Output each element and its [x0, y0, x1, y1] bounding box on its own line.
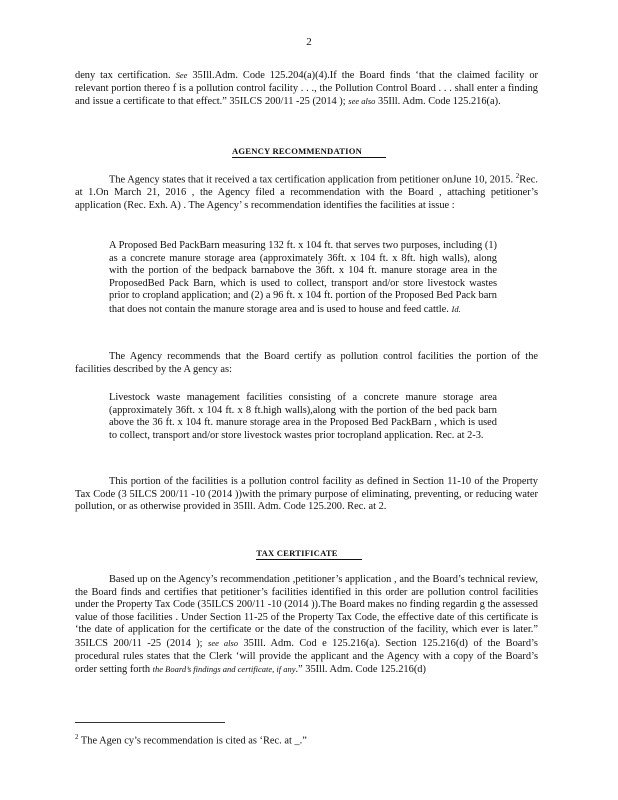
board-finds-italic-quote: the Board’s findings and certificate, if any: [152, 664, 296, 675]
agency-states-text-b: Rec. at 1.On March 21, 2016 , the Agency filed a recommendation with the Board , attaching petitioner’s application (Rec. Exh. A) . The Agency’ s recommendation identifies the facilities at issue :: [75, 174, 538, 211]
page-number: 2: [306, 36, 312, 48]
paragraph-board-finds: [75, 574, 538, 677]
footnote-marker: 2: [75, 733, 79, 741]
paragraph-agency-states: [75, 170, 538, 212]
board-finds-text-b: 35Ill. Adm. Cod e 125.216(a). Section 125.216(d) of the Board’s procedural rules states that the Clerk ‘will provide the applicant and the Agency with a copy of the Board’s order setting forth: [75, 637, 538, 676]
heading-tax-certificate: TAX CERTIFICATE: [0, 548, 618, 560]
paragraph-agency-recommends: The Agency recommends that the Board certify as pollution control facilities the portion of the facilities described by the A gency as:: [75, 351, 538, 375]
intro-text-c: 35Ill. Adm. Code 125.216(a).: [378, 96, 501, 108]
intro-text-a: deny tax certification.: [75, 70, 171, 81]
block-quote-facilities: [109, 240, 497, 317]
footnote-text: The Agen cy’s recommendation is cited as ‘Rec. at _.”: [80, 735, 307, 747]
board-finds-text-c: .” 35Ill. Adm. Code 125.216(d): [295, 664, 426, 676]
block-quote-recommended-facilities: Livestock waste management facilities consisting of a concrete manure storage area (approximately 36ft. x 104 ft. x 8 ft.high walls),along with the portion of the bed pack barn above the 36 ft. x 104 ft. manure storage area in the Proposed Bed PackBarn , which is used to collect, transport and/or store livestock wastes prior tocropland application. Rec. at 2-3.: [109, 392, 497, 441]
intro-signal-see-also: see also: [348, 96, 376, 107]
board-finds-text-a: Based up on the Agency’s recommendation ,petitioner’s application , and the Board’s technical review, the Board finds and certifies that petitioner’s facilities identified in this order are pollution control facilities under the Property Tax Code (35ILCS 200/11 -10 (2014 )).The Board makes no finding regardin g the assessed value of those facilities . Under Section 11-25 of the Property Tax Code, the effective date of this certificate is ‘the date of application for the certificate or the date of the construction of the facility, which ever is later.” 35ILCS 200/11 -25 (2014 );: [75, 574, 538, 649]
block-quote-id-citation: Id.: [451, 303, 461, 314]
agency-states-text-a: The Agency states that it received a tax certification application from petitioner onJune 10, 2015.: [109, 174, 514, 186]
footnote: [75, 731, 538, 748]
footnote-divider: [75, 722, 225, 723]
intro-signal-see: See: [175, 70, 188, 80]
paragraph-intro: [75, 69, 538, 109]
board-finds-signal-see-also: see also: [208, 637, 239, 648]
heading-agency-recommendation: AGENCY RECOMMENDATION: [0, 146, 618, 158]
block-quote-facilities-text: A Proposed Bed PackBarn measuring 132 ft. x 104 ft. that serves two purposes, including (1) as a concrete manure storage area (approximately 36ft. x 104 ft. x 8ft. high walls), along with the portion of the bedpack barnabove the 36ft. x 104 ft. manure storage area in the ProposedBed Pack Barn, which is used to collect, transport and/or store livestock wastes prior to cropland application; and (2) a 96 ft. x 104 ft. portion of the Proposed Bed Pack barn that does not contain the manure storage area and is used to house and feed cattle.: [109, 240, 497, 315]
intro-text-b: 35Ill.Adm. Code 125.204(a)(4).If the Board finds ‘that the claimed facility or relevant portion thereo f is a pollution control facility . . ., the Pollution Control Board . . . shall enter a finding and issue a certificate to that effect.” 35ILCS 200/11 -25 (2014 );: [75, 70, 538, 108]
paragraph-pollution-control: This portion of the facilities is a pollution control facility as defined in Section 11-10 of the Property Tax Code (3 5ILCS 200/11 -10 (2014 ))with the primary purpose of eliminating, preventing, or reducing water pollution, or as otherwise provided in 35Ill. Adm. Code 125.200. Rec. at 2.: [75, 476, 538, 513]
footnote-reference: 2: [515, 172, 520, 180]
